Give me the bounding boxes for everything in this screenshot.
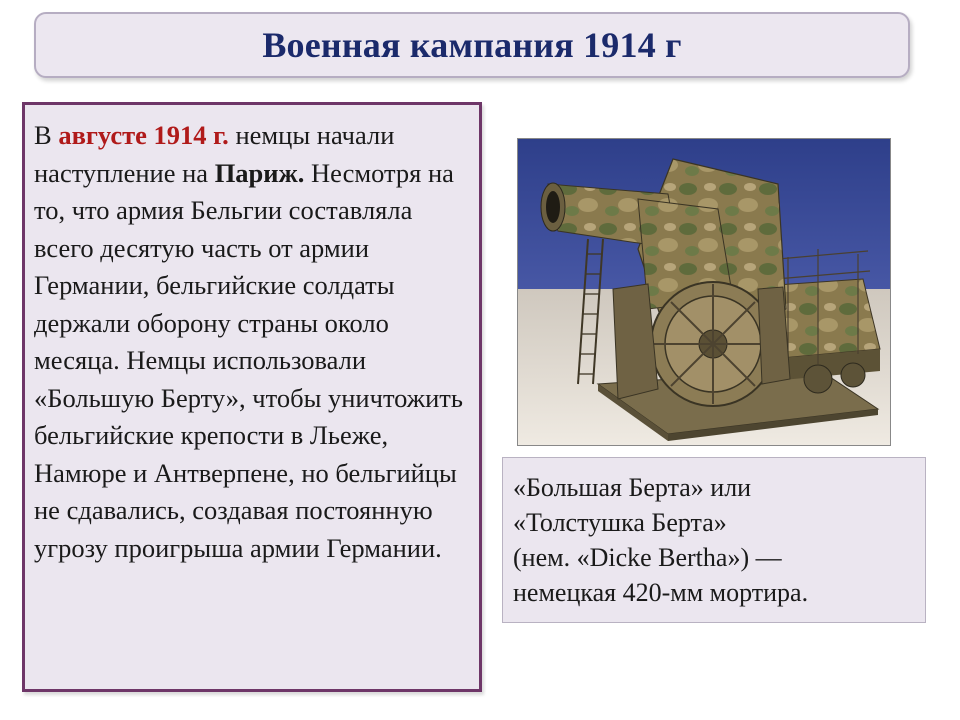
highlight-date: августе 1914 г. <box>58 120 229 150</box>
title-banner <box>34 12 910 78</box>
caption-line-1: «Большая Берта» или <box>513 473 752 502</box>
caption-line-2: «Толстушка Берта» <box>513 508 727 537</box>
text-part-2: немцы начали наступление на <box>34 120 395 188</box>
text-part-1: В <box>34 120 59 150</box>
caption-line-4: немецкая 420-мм мортира. <box>513 578 809 607</box>
caption-box <box>502 457 926 623</box>
highlight-place: Париж. <box>214 157 305 188</box>
mortar-model-illustration <box>518 139 890 445</box>
main-text-box <box>22 102 482 692</box>
mortar-photo <box>517 138 891 446</box>
caption-line-3: (нем. «Dicke Bertha») — <box>513 543 782 572</box>
main-paragraph <box>34 117 469 567</box>
slide-title: Военная кампания 1914 г <box>262 25 682 65</box>
text-part-3: Несмотря на то, что армия Бельгии составляла всего десятую часть от армии Германии, бельгийские солдаты держали оборону страны около месяца. Немцы использовали «Большую Берту», чтобы уничтожить бельгийские крепости в Льеже, Намюре и Антверпене, но бельгийцы не сдавались, создавая постоянную угрозу проигрыша армии Германии. <box>34 157 463 563</box>
